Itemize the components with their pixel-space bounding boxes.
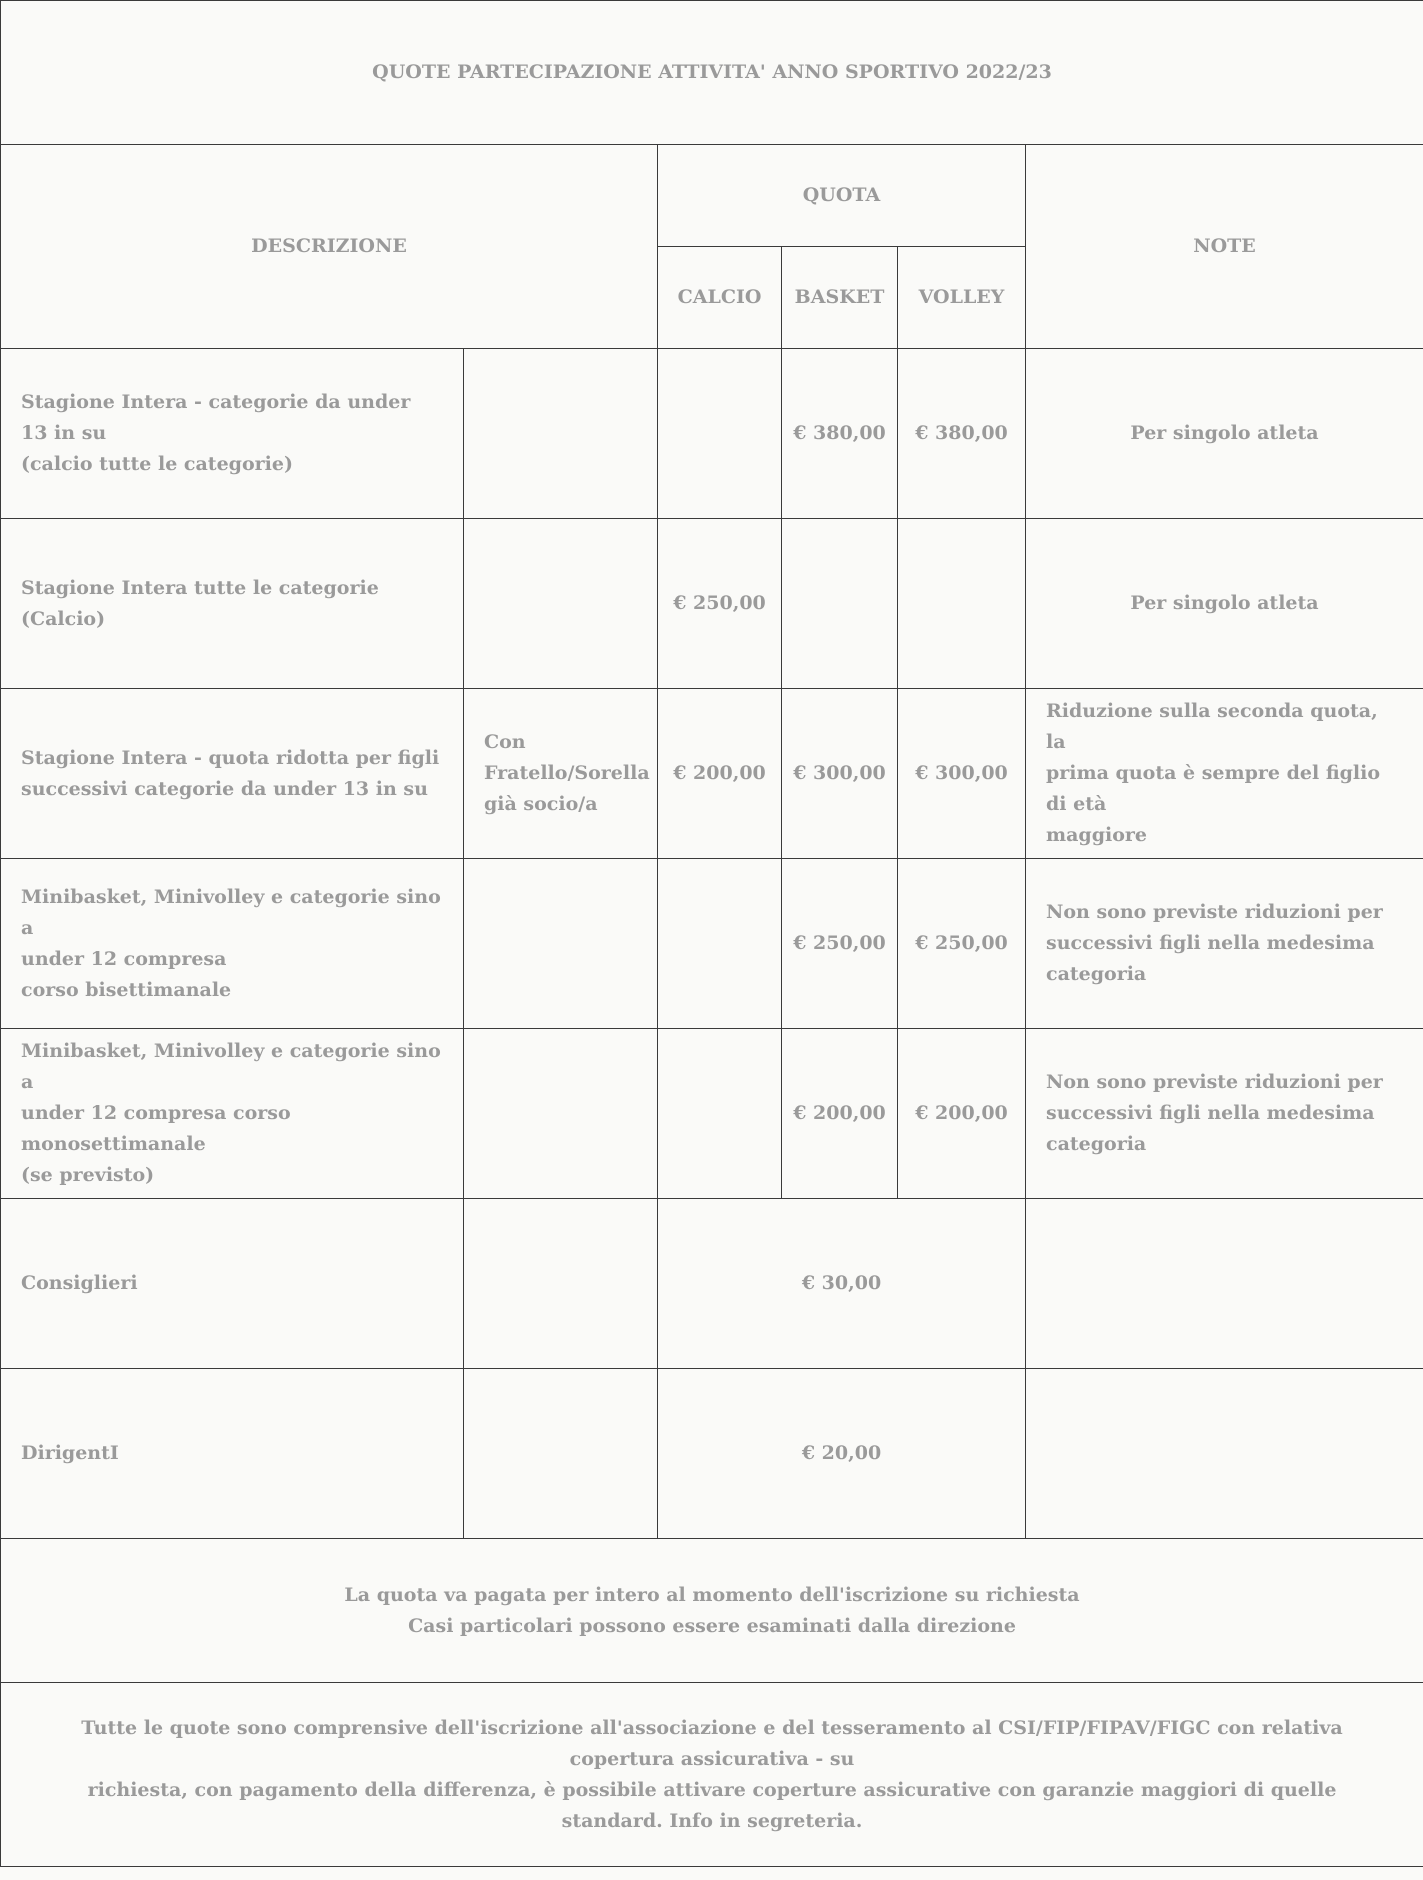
row-note: Per singolo atleta bbox=[1026, 349, 1423, 519]
row-description bbox=[1, 349, 464, 519]
row-calcio-fee bbox=[658, 859, 782, 1029]
insurance-note-line: richiesta, con pagamento della differenza, è possibile attivare coperture assicurative con garanzie maggiori di quelle standard. Info in segreteria. bbox=[87, 1778, 1337, 1832]
row-extra bbox=[464, 519, 658, 689]
row-extra-line: già socio/a bbox=[484, 793, 598, 815]
row-description-line: under 12 compresa bbox=[21, 947, 227, 970]
row-description: DirigentI bbox=[1, 1369, 464, 1539]
header-descrizione: DESCRIZIONE bbox=[1, 145, 658, 349]
row-note bbox=[1026, 1369, 1423, 1539]
row-note-line: Non sono previste riduzioni per bbox=[1046, 1071, 1383, 1093]
row-extra bbox=[464, 1199, 658, 1369]
row-extra bbox=[464, 1369, 658, 1539]
row-note bbox=[1026, 859, 1423, 1029]
table-row bbox=[1, 1029, 1423, 1199]
header-basket: BASKET bbox=[782, 247, 898, 349]
row-note-line: categoria bbox=[1046, 963, 1147, 985]
row-note bbox=[1026, 1029, 1423, 1199]
row-description-line: (calcio tutte le categorie) bbox=[21, 453, 293, 475]
table-row bbox=[1, 689, 1423, 859]
row-description bbox=[1, 689, 464, 859]
row-basket-fee bbox=[782, 519, 898, 689]
payment-note-line: Casi particolari possono essere esaminati dalla direzione bbox=[408, 1614, 1016, 1637]
header-volley: VOLLEY bbox=[898, 247, 1026, 349]
header-note: NOTE bbox=[1026, 145, 1423, 349]
row-volley-fee: € 380,00 bbox=[898, 349, 1026, 519]
table-title: QUOTE PARTECIPAZIONE ATTIVITA' ANNO SPORTIVO 2022/23 bbox=[1, 1, 1423, 145]
row-description bbox=[1, 519, 464, 689]
row-merged-fee: € 30,00 bbox=[658, 1199, 1026, 1369]
row-basket-fee: € 250,00 bbox=[782, 859, 898, 1029]
row-extra bbox=[464, 859, 658, 1029]
row-note bbox=[1026, 689, 1423, 859]
row-description-line: Stagione Intera - categorie da under 13 in su bbox=[21, 391, 411, 444]
table-row bbox=[1, 1369, 1423, 1539]
row-description-line: successivi categorie da under 13 in su bbox=[21, 777, 428, 800]
row-volley-fee: € 250,00 bbox=[898, 859, 1026, 1029]
table-row bbox=[1, 519, 1423, 689]
row-description-line: Minibasket, Minivolley e categorie sino a bbox=[21, 885, 441, 939]
row-calcio-fee bbox=[658, 349, 782, 519]
row-note: Per singolo atleta bbox=[1026, 519, 1423, 689]
payment-note-line: La quota va pagata per intero al momento dell'iscrizione su richiesta bbox=[344, 1583, 1080, 1606]
row-extra-line: Fratello/Sorella bbox=[484, 762, 650, 784]
row-note-line: prima quota è sempre del figlio di età bbox=[1046, 762, 1381, 815]
insurance-note bbox=[1, 1683, 1423, 1867]
row-description-line: Stagione Intera tutte le categorie (Calcio) bbox=[21, 576, 379, 630]
row-basket-fee: € 200,00 bbox=[782, 1029, 898, 1199]
row-note-line: successivi figli nella medesima bbox=[1046, 1102, 1375, 1124]
row-volley-fee bbox=[898, 519, 1026, 689]
table-row bbox=[1, 349, 1423, 519]
row-description-line: Minibasket, Minivolley e categorie sino a bbox=[21, 1040, 441, 1093]
row-extra bbox=[464, 349, 658, 519]
row-merged-fee: € 20,00 bbox=[658, 1369, 1026, 1539]
row-description bbox=[1, 859, 464, 1029]
row-calcio-fee bbox=[658, 1029, 782, 1199]
row-note-line: Riduzione sulla seconda quota, la bbox=[1046, 700, 1378, 753]
row-description-line: (se previsto) bbox=[21, 1164, 155, 1186]
row-basket-fee: € 300,00 bbox=[782, 689, 898, 859]
row-volley-fee: € 300,00 bbox=[898, 689, 1026, 859]
payment-note bbox=[1, 1539, 1423, 1683]
row-extra bbox=[464, 1029, 658, 1199]
row-note bbox=[1026, 1199, 1423, 1369]
header-quota: QUOTA bbox=[658, 145, 1026, 247]
row-calcio-fee: € 250,00 bbox=[658, 519, 782, 689]
table-row bbox=[1, 1199, 1423, 1369]
table-row bbox=[1, 859, 1423, 1029]
row-extra bbox=[464, 689, 658, 859]
row-description-line: corso bisettimanale bbox=[21, 978, 232, 1001]
row-calcio-fee: € 200,00 bbox=[658, 689, 782, 859]
row-description bbox=[1, 1029, 464, 1199]
header-calcio: CALCIO bbox=[658, 247, 782, 349]
row-note-line: successivi figli nella medesima bbox=[1046, 932, 1375, 954]
insurance-note-line: Tutte le quote sono comprensive dell'iscrizione all'associazione e del tesseramento al CSI/FIP/FIPAV/FIGC con relativa copertura assicurativa - su bbox=[81, 1716, 1343, 1770]
row-note-line: Non sono previste riduzioni per bbox=[1046, 901, 1383, 923]
row-note-line: maggiore bbox=[1046, 824, 1147, 846]
row-basket-fee: € 380,00 bbox=[782, 349, 898, 519]
row-extra-line: Con bbox=[484, 731, 526, 753]
row-description-line: Stagione Intera - quota ridotta per figli bbox=[21, 746, 440, 769]
row-volley-fee: € 200,00 bbox=[898, 1029, 1026, 1199]
row-description: Consiglieri bbox=[1, 1199, 464, 1369]
row-note-line: categoria bbox=[1046, 1133, 1147, 1155]
row-description-line: under 12 compresa corso monosettimanale bbox=[21, 1102, 291, 1155]
